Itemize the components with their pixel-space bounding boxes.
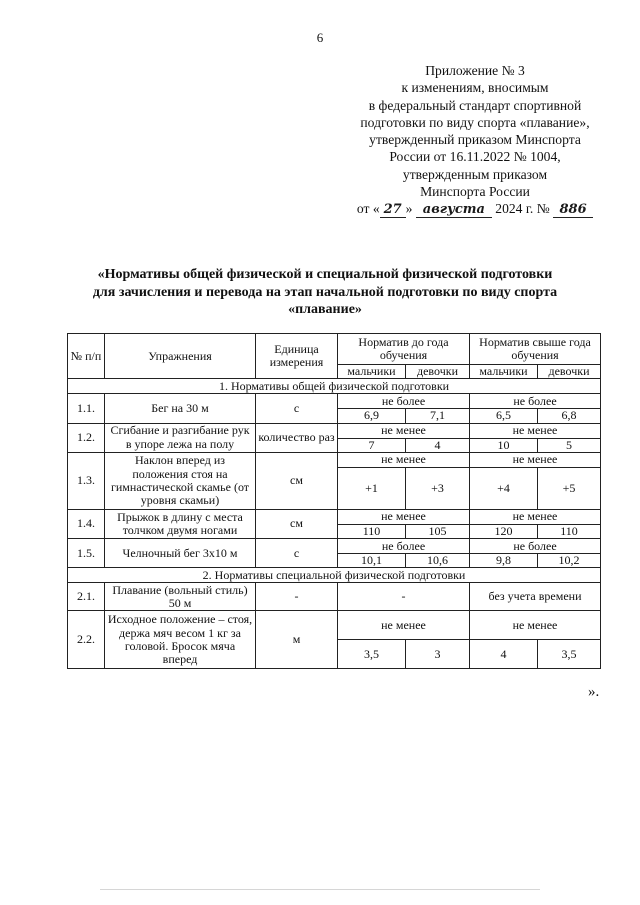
appendix-line: подготовки по виду спорта «плавание», xyxy=(360,114,590,130)
value-cell: 9,8 xyxy=(470,554,538,568)
row-exercise: Сгибание и разгибание рук в упоре лежа на полу xyxy=(105,423,256,452)
value-cell: 6,5 xyxy=(470,409,538,423)
condition-before: не более xyxy=(338,539,470,554)
value-cell: 5 xyxy=(538,438,601,452)
value-cell: +1 xyxy=(338,467,406,509)
condition-after: не менее xyxy=(470,452,601,467)
condition-after: не менее xyxy=(470,423,601,438)
row-num: 1.3. xyxy=(68,452,105,509)
appendix-line: Минспорта России xyxy=(420,184,530,200)
condition-after: не менее xyxy=(470,611,601,640)
row-unit: количество раз xyxy=(256,423,338,452)
row-num: 1.2. xyxy=(68,423,105,452)
condition-after: не менее xyxy=(470,509,601,524)
value-cell: 3,5 xyxy=(538,640,601,669)
value-cell: 6,8 xyxy=(538,409,601,423)
title-line: «плавание» xyxy=(288,302,362,318)
date-prefix: от « xyxy=(356,201,380,217)
footer-divider xyxy=(100,889,540,890)
value-cell: +5 xyxy=(538,467,601,509)
handwritten-day: 27 xyxy=(380,203,406,218)
row-exercise: Челночный бег 3х10 м xyxy=(105,539,256,568)
row-exercise: Исходное положение – стоя, держа мяч весом 1 кг за головой. Бросок мяча вперед xyxy=(105,611,256,669)
header-boys: мальчики xyxy=(470,365,538,379)
value-cell: 110 xyxy=(538,524,601,538)
header-before-year: Норматив до года обучения xyxy=(338,334,470,365)
header-after-year: Норматив свыше года обучения xyxy=(470,334,601,365)
value-cell: 10,6 xyxy=(406,554,470,568)
header-boys: мальчики xyxy=(338,365,406,379)
value-cell: 105 xyxy=(406,524,470,538)
closing-quote: ». xyxy=(588,684,600,700)
header-unit: Единица измерения xyxy=(256,334,338,379)
value-cell: 7 xyxy=(338,438,406,452)
value-cell: 3 xyxy=(406,640,470,669)
row-unit: см xyxy=(256,452,338,509)
appendix-line: России от 16.11.2022 № 1004, xyxy=(389,149,561,165)
row-num: 1.1. xyxy=(68,394,105,423)
value-cell: +4 xyxy=(470,467,538,509)
value-cell: 6,9 xyxy=(338,409,406,423)
section-title: 2. Нормативы специальной физической подготовки xyxy=(68,568,601,583)
condition-before: не более xyxy=(338,394,470,409)
condition-before: не менее xyxy=(338,452,470,467)
row-exercise: Наклон вперед из положения стоя на гимнастической скамье (от уровня скамьи) xyxy=(105,452,256,509)
row-unit: м xyxy=(256,611,338,669)
row-exercise: Прыжок в длину с места толчком двумя ногами xyxy=(105,509,256,538)
row-unit: с xyxy=(256,539,338,568)
appendix-line: утвержденный приказом Минспорта xyxy=(369,132,581,148)
condition-before: не менее xyxy=(338,509,470,524)
title-line: для зачисления и перевода на этап начальной подготовки по виду спорта xyxy=(92,284,558,300)
appendix-line: в федеральный стандарт спортивной xyxy=(368,97,582,113)
appendix-line: к изменениям, вносимым xyxy=(401,80,549,96)
page-number: 6 xyxy=(316,30,324,45)
row-num: 2.2. xyxy=(68,611,105,669)
value-cell: 10,1 xyxy=(338,554,406,568)
condition-before: не менее xyxy=(338,611,470,640)
value-cell: 110 xyxy=(338,524,406,538)
condition-after: не более xyxy=(470,394,601,409)
document-title xyxy=(70,266,580,319)
value-cell: 4 xyxy=(406,438,470,452)
value-cell: 7,1 xyxy=(406,409,470,423)
section-title: 1. Нормативы общей физической подготовки xyxy=(68,379,601,394)
header-exercise: Упражнения xyxy=(105,334,256,379)
handwritten-month: августа xyxy=(416,203,492,218)
value-cell: +3 xyxy=(406,467,470,509)
appendix-header xyxy=(340,62,610,218)
title-line: «Нормативы общей физической и специальной физической подготовки xyxy=(97,267,553,282)
row-unit: см xyxy=(256,509,338,538)
row-num: 2.1. xyxy=(68,583,105,611)
order-date-line xyxy=(340,200,610,218)
value-cell: 120 xyxy=(470,524,538,538)
quote-close: » xyxy=(405,201,413,217)
row-unit: с xyxy=(256,394,338,423)
header-girls: девочки xyxy=(538,365,601,379)
condition-before: не менее xyxy=(338,423,470,438)
condition-after: не более xyxy=(470,539,601,554)
handwritten-order-number: 886 xyxy=(553,203,593,218)
row-num: 1.5. xyxy=(68,539,105,568)
row-unit: - xyxy=(256,583,338,611)
row-exercise: Бег на 30 м xyxy=(105,394,256,423)
value-before: - xyxy=(338,583,470,611)
value-after: без учета времени xyxy=(470,583,601,611)
value-cell: 10,2 xyxy=(538,554,601,568)
header-num: № п/п xyxy=(68,334,105,379)
value-cell: 10 xyxy=(470,438,538,452)
row-exercise: Плавание (вольный стиль) 50 м xyxy=(105,583,256,611)
value-cell: 4 xyxy=(470,640,538,669)
appendix-line: утвержденным приказом xyxy=(402,166,548,182)
year-text: 2024 г. № xyxy=(495,201,550,217)
header-girls: девочки xyxy=(406,365,470,379)
row-num: 1.4. xyxy=(68,509,105,538)
value-cell: 3,5 xyxy=(338,640,406,669)
standards-table xyxy=(67,333,601,669)
appendix-line: Приложение № 3 xyxy=(425,63,525,78)
